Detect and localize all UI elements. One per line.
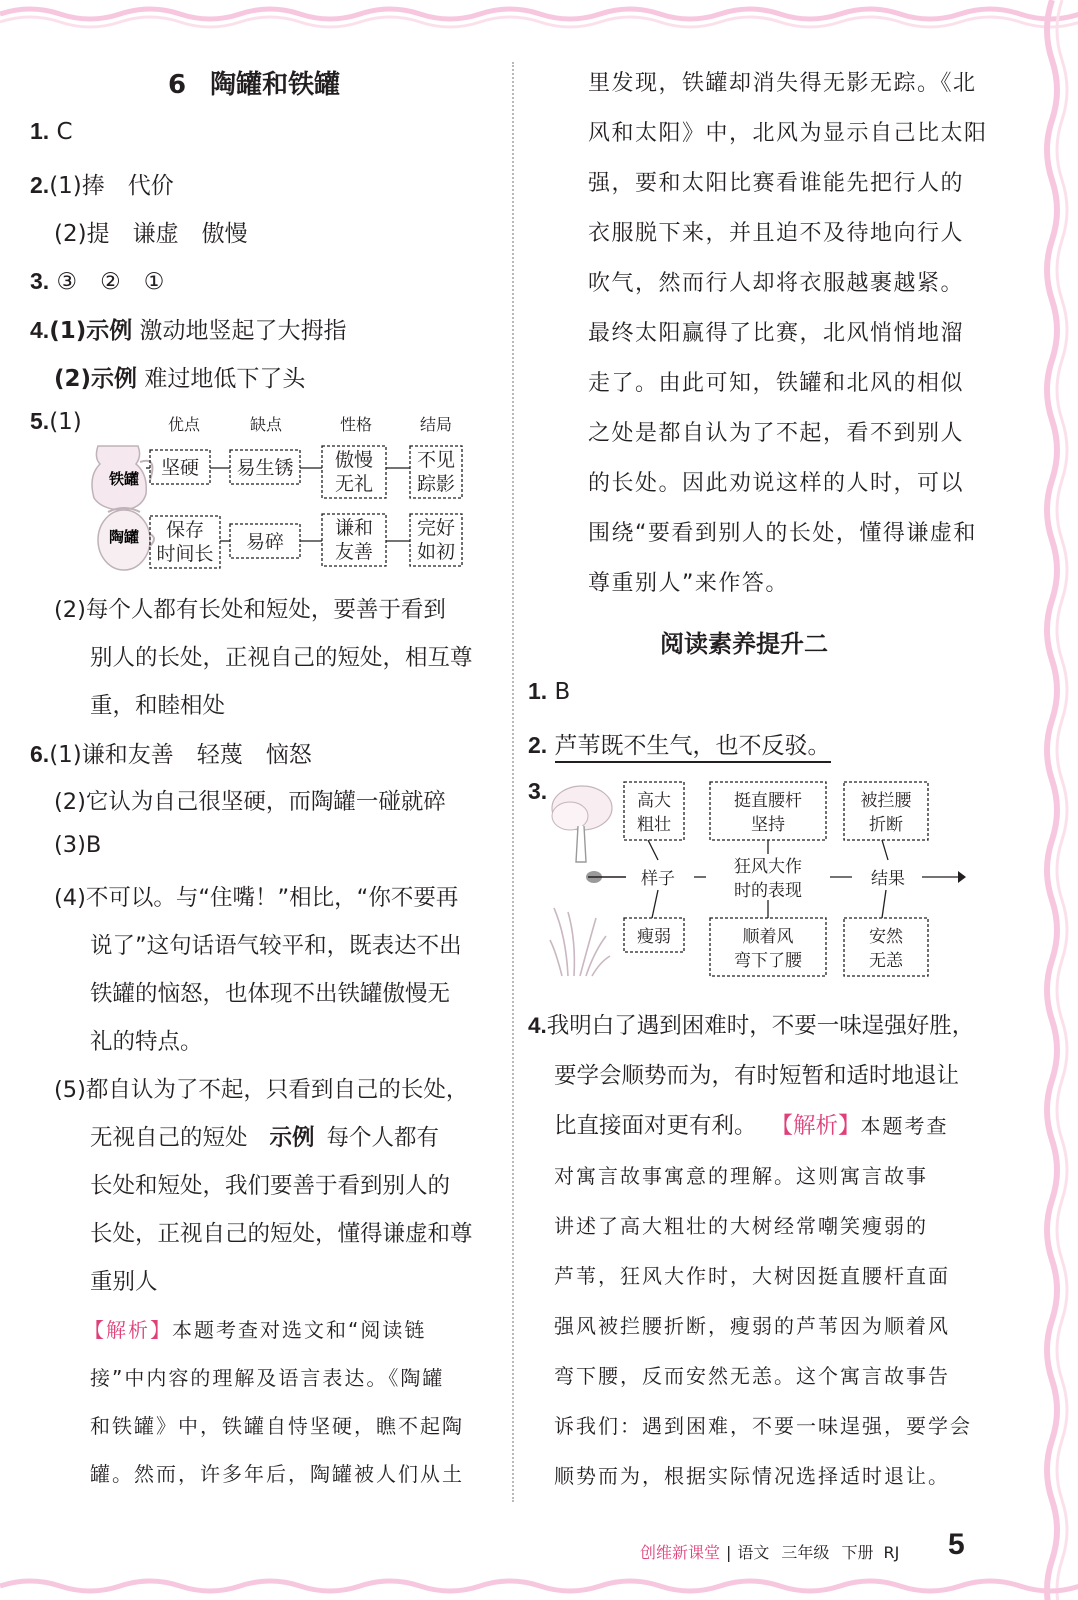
cell-text: 坚硬 <box>160 457 200 479</box>
right-continued-line: 的长处。因此劝说这样的人时，可以 <box>588 471 965 496</box>
analysis-tag: 【解析】 <box>84 1318 172 1342</box>
cell-text: 易碎 <box>245 531 285 553</box>
right-continued-line: 之处是都自认为了不起，看不到别人 <box>588 421 965 446</box>
left-q6-part5-line: 重别人 <box>90 1269 158 1295</box>
start-arrow <box>586 871 626 883</box>
cell-text: 顺着风 <box>742 927 794 947</box>
left-q5-part2-line: 别人的长处，正视自己的短处，相互尊 <box>90 645 473 671</box>
analysis-tag: 【解析】 <box>770 1113 861 1139</box>
right-continued-line: 最终太阳赢得了比赛，北风悄悄地溜 <box>588 321 965 346</box>
section-title-right: 阅读素养提升二 <box>660 630 828 658</box>
diagram-header: 优点 <box>167 415 201 434</box>
answer-part1: (1)捧 代价 <box>49 173 174 199</box>
page-number: 5 <box>948 1528 965 1561</box>
left-q3: 3. ③ ② ① <box>30 268 165 295</box>
section-title: 陶罐和铁罐 <box>210 70 341 100</box>
answer-text: 难过地低下了头 <box>144 366 306 392</box>
right-analysis-line: 对寓言故事寓意的理解。这则寓言故事 <box>554 1164 928 1188</box>
left-q6-part5-line: 长处和短处，我们要善于看到别人的 <box>90 1173 451 1199</box>
cell-text: 不见 <box>416 449 456 471</box>
left-q2-part2: (2)提 谦虚 傲慢 <box>54 221 248 247</box>
right-q4-line: 比直接面对更有利。 【解析】本题考查 <box>554 1113 949 1139</box>
cell-text: 易生锈 <box>236 457 294 479</box>
underlined-answer: 芦苇既不生气，也不反驳。 <box>555 733 831 763</box>
cell-text: 被拦腰 <box>860 791 912 811</box>
example-label: (2)示例 <box>54 366 138 392</box>
footer-brand: 创维新课堂 <box>640 1543 721 1562</box>
answer: ③ ② ① <box>56 269 165 295</box>
cell-text: 高大 <box>637 791 671 811</box>
example-label: 示例 <box>269 1125 315 1151</box>
right-continued-line: 走了。由此可知，铁罐和北风的相似 <box>588 371 965 396</box>
footer-info: 创维新课堂 | 语文 三年级 下册 RJ <box>640 1543 900 1562</box>
right-continued-line: 围绕“要看到别人的长处，懂得谦虚和 <box>588 521 977 546</box>
answer-text: 激动地竖起了大拇指 <box>139 318 347 344</box>
cell-text: 瘦弱 <box>637 927 671 947</box>
cell-text: 安然 <box>869 927 903 947</box>
section-title-left <box>168 64 340 101</box>
left-q6-part4-line: (4)不可以。与“住嘴！”相比，“你不要再 <box>54 885 459 911</box>
section-number: 6 <box>168 70 187 100</box>
right-continued-line: 衣服脱下来，并且迫不及待地向行人 <box>588 221 965 246</box>
cell-text: 粗壮 <box>637 815 671 835</box>
right-analysis-line: 芦苇，狂风大作时，大树因挺直腰杆直面 <box>554 1264 950 1288</box>
right-wave-border <box>1018 0 1078 1600</box>
cell-text: 样子 <box>641 869 675 889</box>
left-q4-part1: 4.(1)示例 激动地竖起了大拇指 <box>30 317 347 344</box>
example-label: (1)示例 <box>49 318 133 344</box>
column-divider <box>512 62 514 1502</box>
cell-text: 折断 <box>869 815 903 835</box>
cell-text: 傲慢 <box>334 449 374 471</box>
left-q6-part1: 6.(1)谦和友善 轻蔑 恼怒 <box>30 741 312 768</box>
left-q5-part1: 5.(1) <box>30 408 82 435</box>
right-q2: 2. 芦苇既不生气，也不反驳。 <box>528 727 831 760</box>
left-q6-part4-line: 说了”这句话语气较平和，既表达不出 <box>90 933 462 959</box>
left-q6-part2: (2)它认为自己很坚硬，而陶罐一碰就碎 <box>54 789 446 815</box>
cell-text: 弯下了腰 <box>734 951 802 971</box>
left-q6-part5-line: 长处，正视自己的短处，懂得谦虚和尊 <box>90 1221 473 1247</box>
right-q1: 1. B <box>528 678 571 705</box>
right-analysis-line: 顺势而为，根据实际情况选择适时退让。 <box>554 1464 950 1488</box>
item-label: 陶罐 <box>108 528 140 546</box>
cell-text: 完好 <box>416 517 456 539</box>
item-label: 铁罐 <box>108 470 140 488</box>
cell-text: 挺直腰杆 <box>734 791 802 811</box>
right-q4-line: 要学会顺势而为，有时短暂和适时地退让 <box>554 1063 960 1089</box>
left-q5-part2-line: 重，和睦相处 <box>90 693 226 719</box>
footer-term: 下册 <box>841 1543 874 1562</box>
cell-text: 如初 <box>416 541 456 563</box>
reed-icon <box>550 908 610 976</box>
cell-text: 踪影 <box>416 473 456 495</box>
left-q4-part2 <box>54 360 305 393</box>
left-q1: 1. C <box>30 118 73 145</box>
right-q3-number: 3. <box>528 778 548 804</box>
cell-text: 无礼 <box>334 473 374 495</box>
left-q6-part4-line: 礼的特点。 <box>90 1029 203 1055</box>
bottom-wave-border <box>0 1556 1078 1600</box>
end-arrowhead <box>958 871 966 883</box>
right-analysis-line: 诉我们：遇到困难，不要一味逞强，要学会 <box>554 1414 972 1438</box>
answer: B <box>554 679 571 705</box>
diagram-header: 缺点 <box>249 415 283 434</box>
right-continued-line: 里发现，铁罐却消失得无影无踪。《北 <box>588 71 977 96</box>
footer-grade: 三年级 <box>781 1543 830 1562</box>
left-q5-part2-line: (2)每个人都有长处和短处，要善于看到 <box>54 597 446 623</box>
footer-edition: RJ <box>883 1543 900 1562</box>
cell-text: 谦和 <box>334 517 374 539</box>
right-analysis-line: 强风被拦腰折断，瘦弱的芦苇因为顺着风 <box>554 1314 950 1338</box>
footer-subject: 语文 <box>737 1543 770 1562</box>
left-q6-part3: (3)B <box>54 832 102 858</box>
q5-diagram <box>84 410 474 590</box>
cell-text: 友善 <box>334 541 374 563</box>
cell-text: 时的表现 <box>734 881 802 901</box>
answer: C <box>56 119 73 145</box>
right-continued-line: 强，要和太阳比赛看谁能先把行人的 <box>588 171 965 196</box>
cell-text: 坚持 <box>751 815 785 835</box>
left-analysis-line: 罐。然而，许多年后，陶罐被人们从土 <box>90 1462 464 1486</box>
left-analysis-line: 【解析】本题考查对选文和“阅读链 <box>84 1318 427 1342</box>
tree-icon <box>552 786 612 862</box>
left-q2: 2.(1)捧 代价 <box>30 172 174 199</box>
right-analysis-line: 弯下腰，反而安然无恙。这个寓言故事告 <box>554 1364 950 1388</box>
right-continued-line: 吹气，然而行人却将衣服越裹越紧。 <box>588 271 965 296</box>
left-analysis-line: 接”中内容的理解及语言表达。《陶罐 <box>90 1366 445 1390</box>
cell-text: 结果 <box>871 869 905 889</box>
right-continued-line: 尊重别人”来作答。 <box>588 571 789 596</box>
top-wave-border <box>0 0 1078 36</box>
cell-text: 无恙 <box>869 951 903 971</box>
right-q4-line: 4.我明白了遇到困难时，不要一味逞强好胜， <box>528 1013 975 1039</box>
left-q6-part5-line: 无视自己的短处 示例 每个人都有 <box>90 1125 440 1151</box>
cell-text: 保存 <box>165 519 205 541</box>
cell-text: 时间长 <box>156 543 214 565</box>
left-q6-part4-line: 铁罐的恼怒，也体现不出铁罐傲慢无 <box>90 981 451 1007</box>
diagram-header: 性格 <box>339 415 373 434</box>
left-analysis-line: 和铁罐》中，铁罐自恃坚硬，瞧不起陶 <box>90 1414 464 1438</box>
cell-text: 狂风大作 <box>734 857 802 877</box>
q3-diagram <box>548 776 968 986</box>
diagram-header: 结局 <box>419 415 453 434</box>
right-continued-line: 风和太阳》中，北风为显示自己比太阳 <box>588 121 988 146</box>
left-q6-part5-line: (5)都自认为了不起，只看到自己的长处， <box>54 1077 469 1103</box>
right-analysis-line: 讲述了高大粗壮的大树经常嘲笑瘦弱的 <box>554 1214 928 1238</box>
